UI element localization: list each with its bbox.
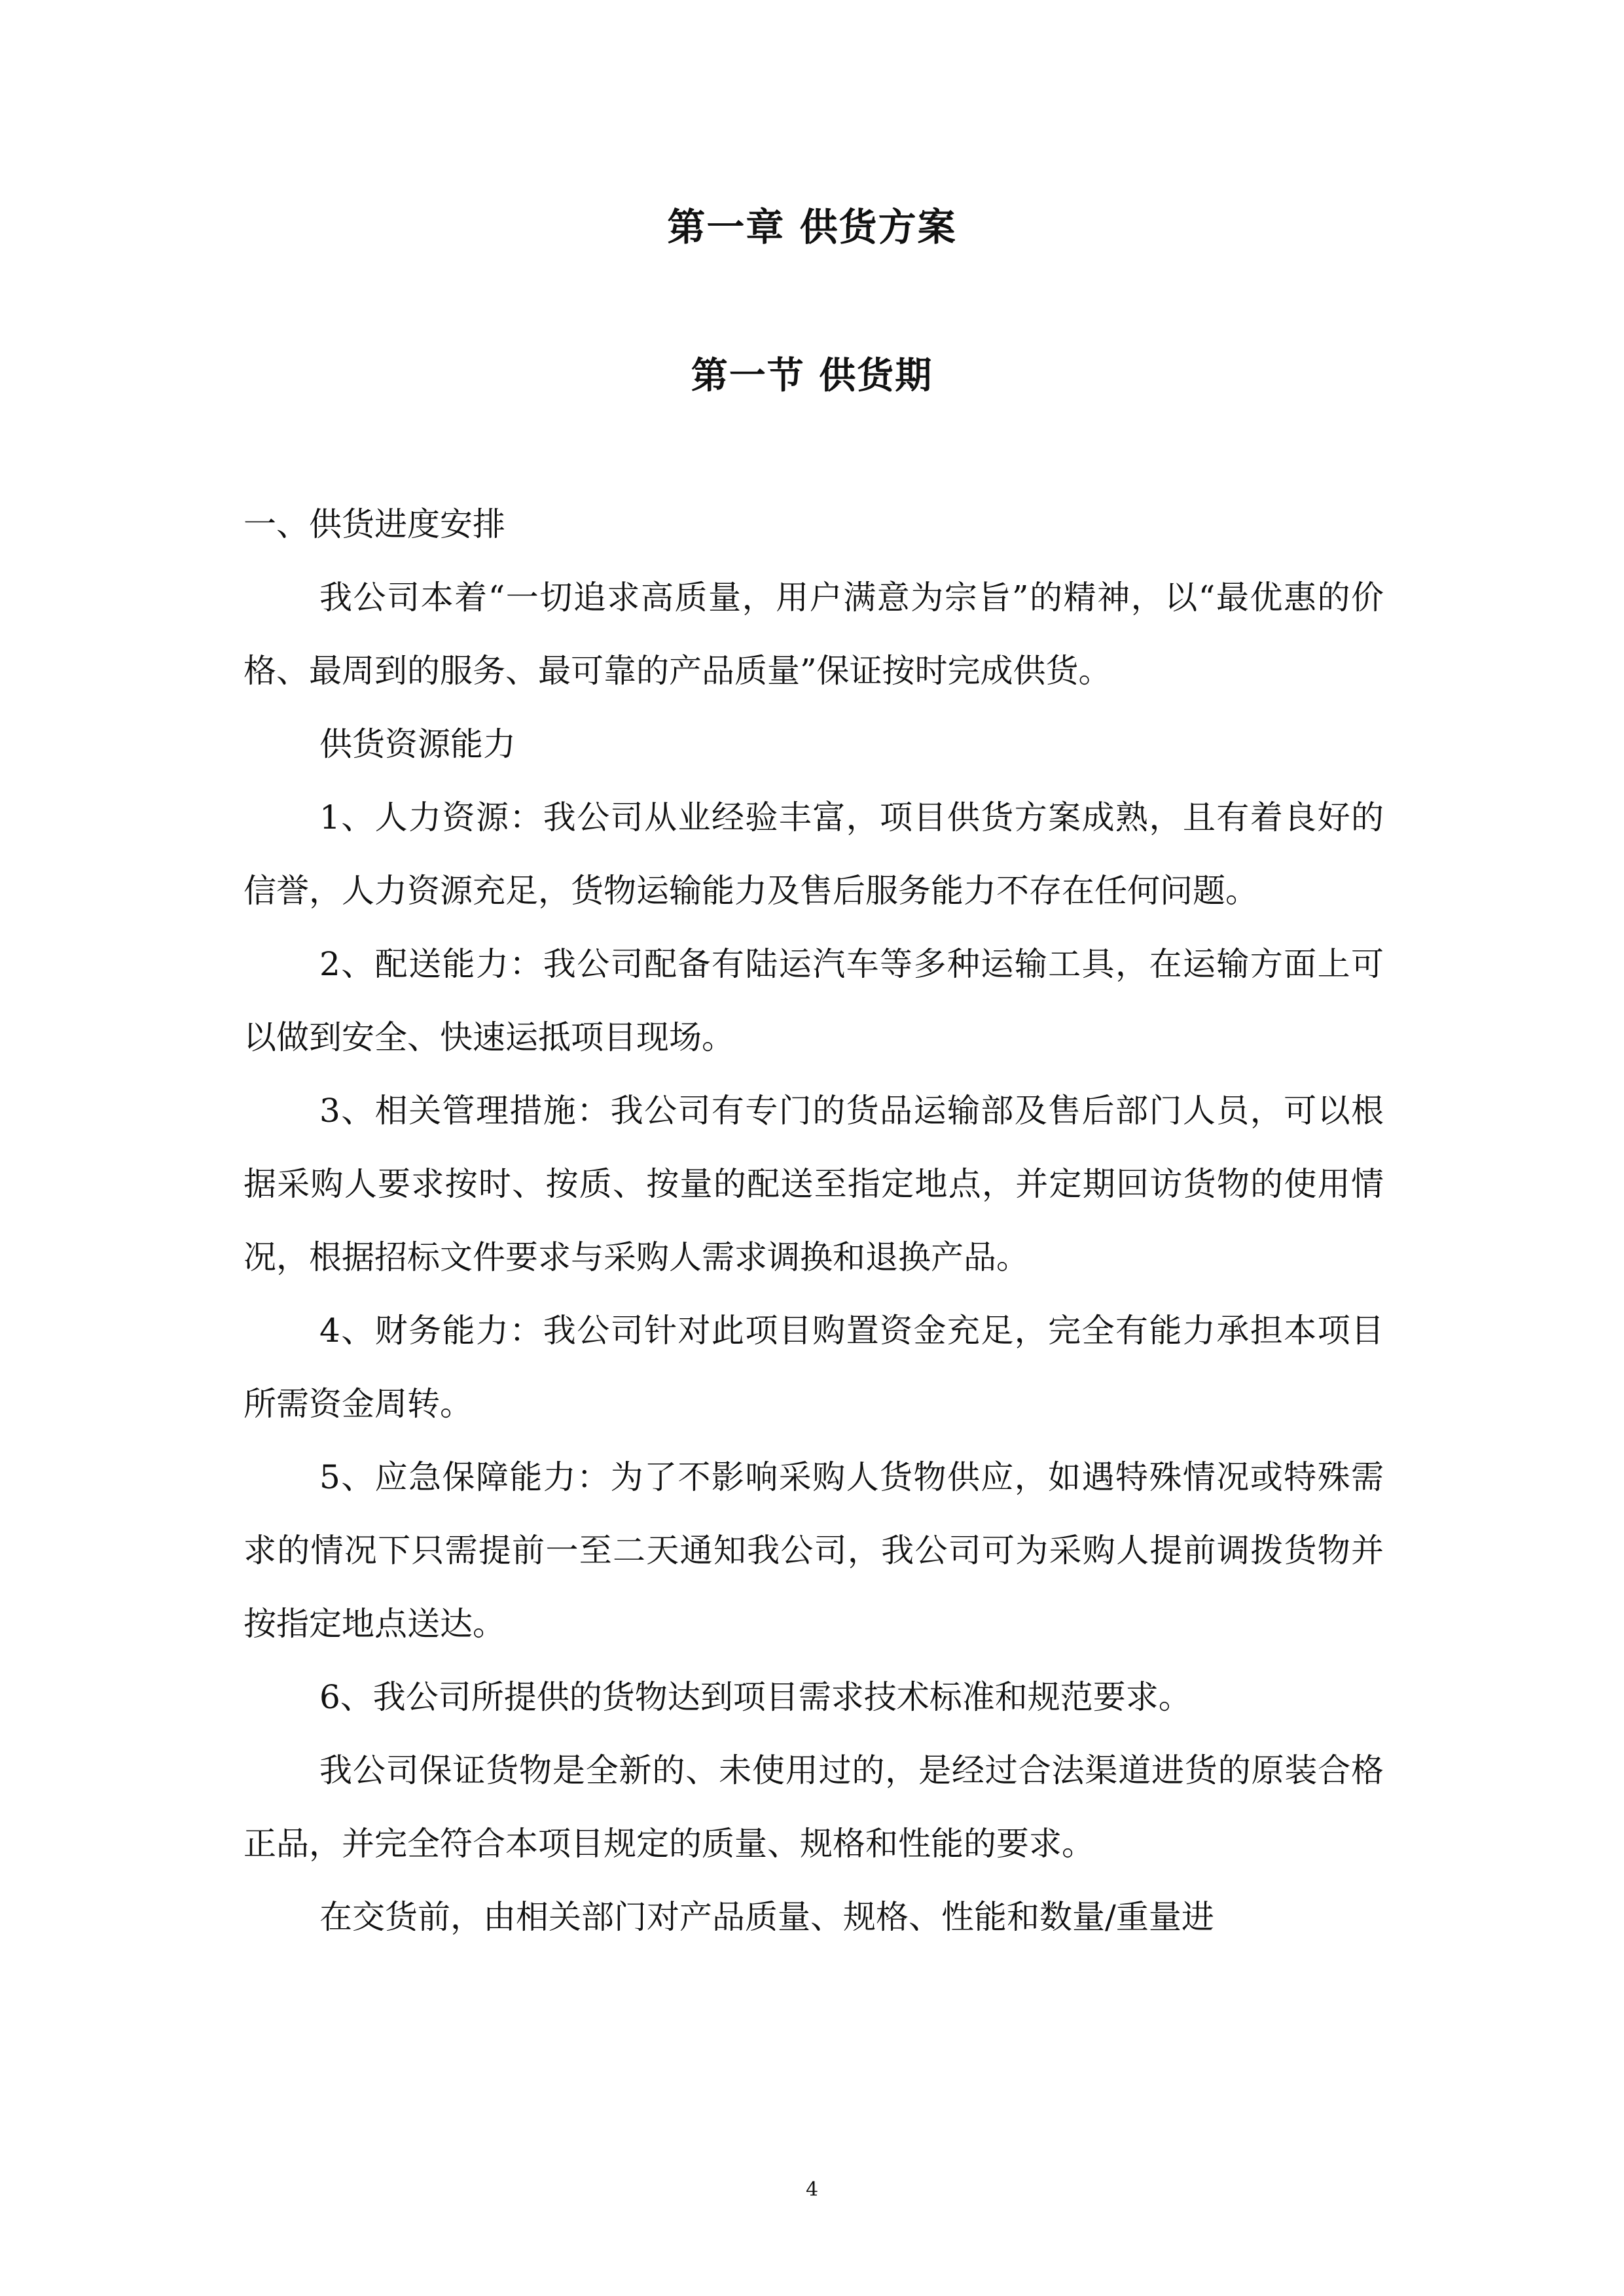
paragraph: 4、财务能力：我公司针对此项目购置资金充足，完全有能力承担本项目所需资金周转。 [244,1312,1384,1423]
paragraph: 6、我公司所提供的货物达到项目需求技术标准和规范要求。 [319,1678,1191,1716]
paragraph: 3、相关管理措施：我公司有专门的货品运输部及售后部门人员，可以根据采购人要求按时、按质、按量的配送至指定地点，并定期回访货物的使用情况，根据招标文件要求与采购人需求调换和退换产品。 [244,1092,1384,1276]
body-text [244,488,1384,1954]
paragraph: 在交货前，由相关部门对产品质量、规格、性能和数量/重量进 [319,1898,1214,1936]
paragraph: 我公司本着“一切追求高质量，用户满意为宗旨”的精神，以“最优惠的价格、最周到的服务、最可靠的产品质量”保证按时完成供货。 [244,579,1384,690]
paragraph-subheading: 供货资源能力 [319,725,516,763]
paragraph: 1、人力资源：我公司从业经验丰富，项目供货方案成熟，且有着良好的信誉，人力资源充足，货物运输能力及售后服务能力不存在任何问题。 [244,798,1384,910]
paragraph: 2、配送能力：我公司配备有陆运汽车等多种运输工具，在运输方面上可以做到安全、快速运抵项目现场。 [244,945,1384,1056]
section-title: 第一节 供货期 [691,354,933,397]
subsection-heading: 一、供货进度安排 [244,505,505,543]
chapter-title: 第一章 供货方案 [667,205,957,249]
page-number: 4 [805,2178,819,2201]
paragraph: 我公司保证货物是全新的、未使用过的，是经过合法渠道进货的原装合格正品，并完全符合本项目规定的质量、规格和性能的要求。 [244,1751,1384,1863]
paragraph: 5、应急保障能力：为了不影响采购人货物供应，如遇特殊情况或特殊需求的情况下只需提前一至二天通知我公司，我公司可为采购人提前调拨货物并按指定地点送达。 [244,1458,1384,1643]
